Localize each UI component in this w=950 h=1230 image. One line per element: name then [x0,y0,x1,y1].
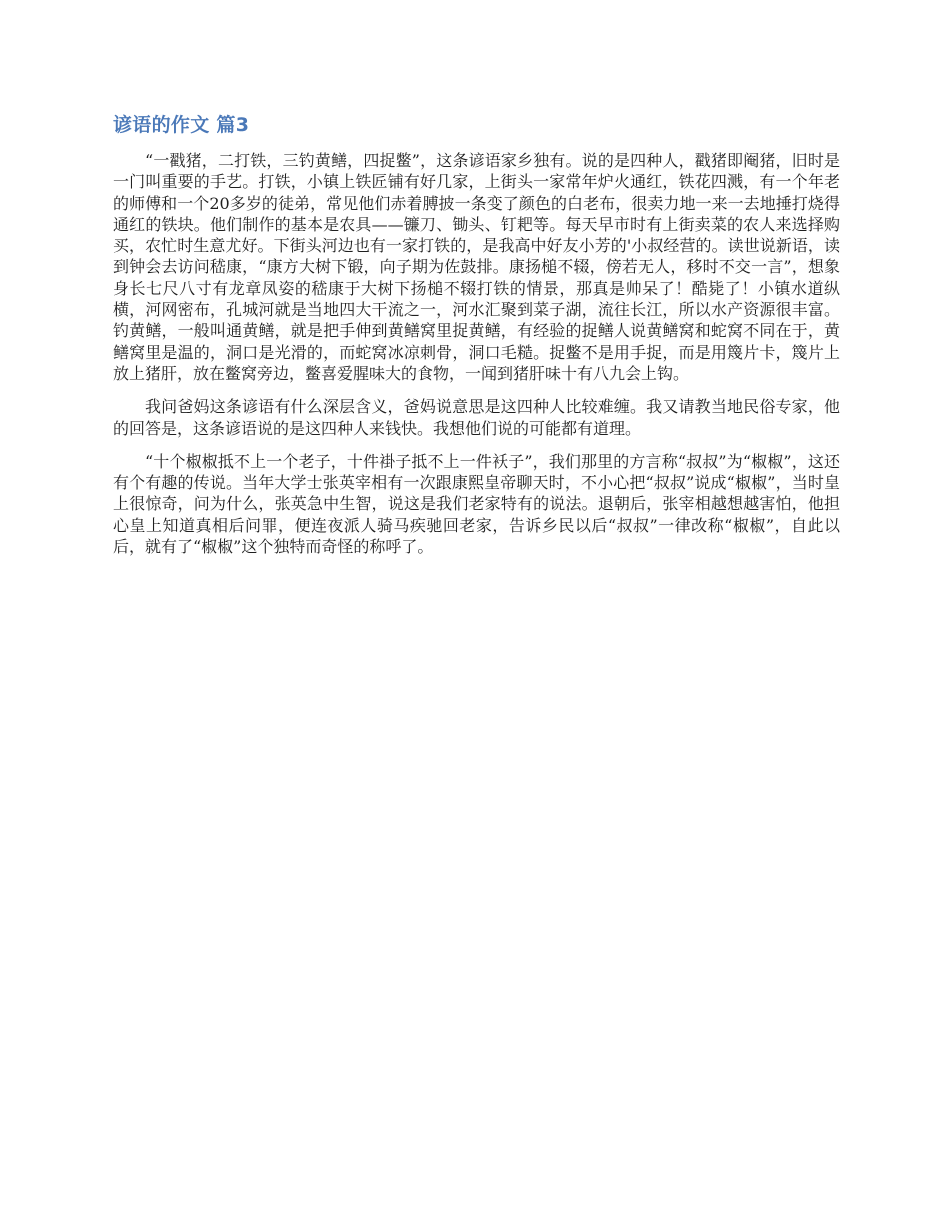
paragraph-3: “十个椒椒抵不上一个老子，十件褂子抵不上一件袄子”，我们那里的方言称“叔叔”为“椒椒”，这还有个有趣的传说。当年大学士张英宰相有一次跟康熙皇帝聊天时，不小心把“叔叔”说成“椒椒”，当时皇上很惊奇，问为什么，张英急中生智，说这是我们老家特有的说法。退朝后，张宰相越想越害怕，他担心皇上知道真相后问罪，便连夜派人骑马疾驰回老家，告诉乡民以后“叔叔”一律改称“椒椒”，自此以后，就有了“椒椒”这个独特而奇怪的称呼了。 [113,451,840,557]
document-page [113,110,840,569]
paragraph-1: “一戳猪，二打铁，三钓黄鳝，四捉鳖”，这条谚语家乡独有。说的是四种人，戳猪即阉猪，旧时是一门叫重要的手艺。打铁，小镇上铁匠铺有好几家，上街头一家常年炉火通红，铁花四溅，有一个年老的师傅和一个20多岁的徒弟，常见他们赤着膊披一条变了颜色的白老布，很卖力地一来一去地捶打烧得通红的铁块。他们制作的基本是农具——镰刀、锄头、钉耙等。每天早市时有上街卖菜的农人来选择购买，农忙时生意尤好。下街头河边也有一家打铁的，是我高中好友小芳的'小叔经营的。读世说新语，读到钟会去访问嵇康，“康方大树下锻，向子期为佐鼓排。康扬槌不辍，傍若无人，移时不交一言”，想象身长七尺八寸有龙章凤姿的嵇康于大树下扬槌不辍打铁的情景，那真是帅呆了！酷毙了！小镇水道纵横，河网密布，孔城河就是当地四大干流之一，河水汇聚到菜子湖，流往长江，所以水产资源很丰富。钓黄鳝，一般叫通黄鳝，就是把手伸到黄鳝窝里捉黄鳝，有经验的捉鳝人说黄鳝窝和蛇窝不同在于，黄鳝窝里是温的，洞口是光滑的，而蛇窝冰凉刺骨，洞口毛糙。捉鳖不是用手捉，而是用篾片卡，篾片上放上猪肝，放在鳖窝旁边，鳖喜爱腥味大的食物，一闻到猪肝味十有八九会上钩。 [113,151,840,383]
paragraph-2: 我问爸妈这条谚语有什么深层含义，爸妈说意思是这四种人比较难缠。我又请教当地民俗专家，他的回答是，这条谚语说的是这四种人来钱快。我想他们说的可能都有道理。 [113,397,840,438]
essay-title: 谚语的作文 篇3 [113,114,250,136]
